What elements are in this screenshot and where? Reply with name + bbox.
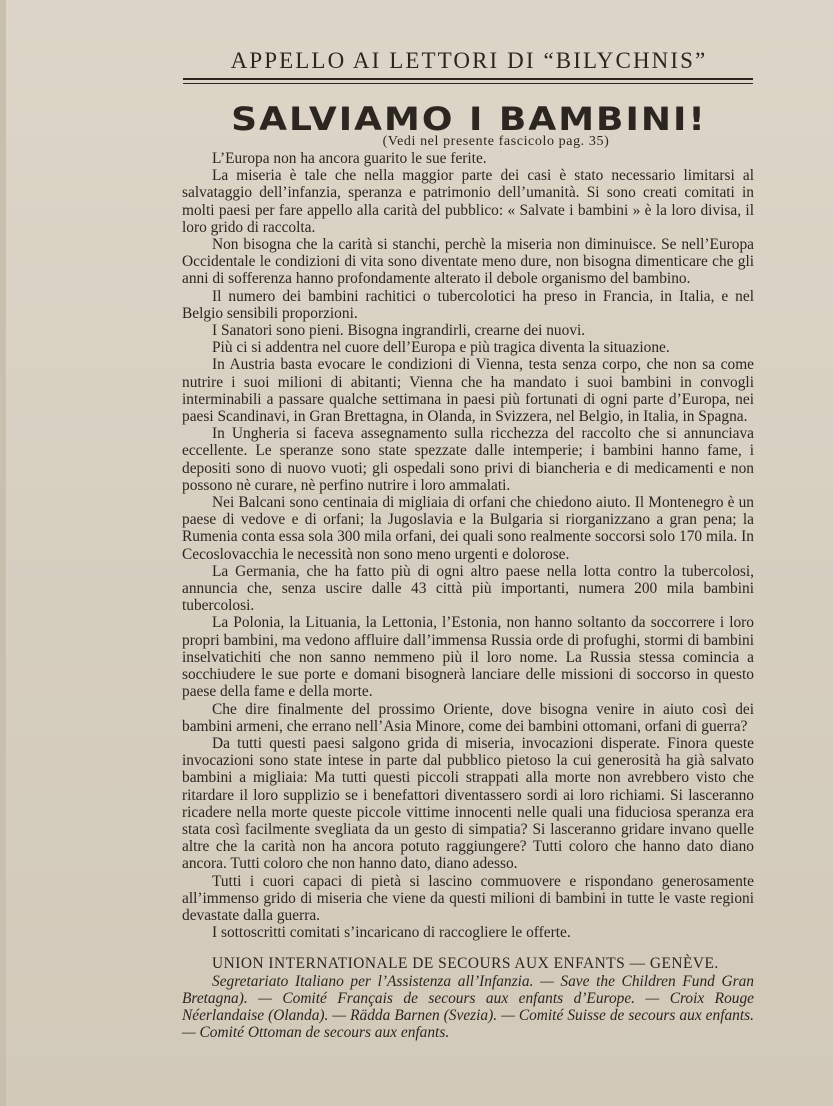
paragraph: Tutti i cuori capaci di pietà si lascino commuovere e rispondano generosamente all’immenso grido di miseria che viene da questi milioni di bambini in tutte le vaste regioni devastate dalla guerra. (182, 872, 754, 924)
page-subtitle: (Vedi nel presente fascicolo pag. 35) (382, 134, 610, 149)
page-title: SALVIAMO I BAMBINI! (231, 101, 707, 138)
paragraph: Più ci si addentra nel cuore dell’Europa e più tragica diventa la situazione. (212, 339, 670, 357)
page-header: APPELLO AI LETTORI DI “BILYCHNIS” (230, 48, 708, 73)
signatory: UNION INTERNATIONALE DE SECOURS AUX ENFANTS — GENÈVE. (212, 955, 719, 973)
paragraph: In Austria basta evocare le condizioni di Vienna, testa senza corpo, che non sa come nutrire i suoi milioni di abitanti; Vienna che ha mandato i suoi bambini in convogli interminabili a passare qualche settimana in paesi più fortunati di ogni parte d’Europa, nei paesi Scandinavi, in Gran Brettagna, in Olanda, in Svizzera, nel Belgio, in Italia, in Spagna. (182, 356, 754, 426)
paragraph: Che dire finalmente del prossimo Oriente, dove bisogna venire in aiuto così dei bambini armeni, che errano nell’Asia Minore, come dei bambini ottomani, orfani di guerra? (182, 700, 754, 735)
paragraph: La Germania, che ha fatto più di ogni altro paese nella lotta contro la tubercolosi, annuncia che, senza uscire dalle 43 città più importanti, numera 200 mila bambini tubercolosi. (182, 562, 754, 615)
committee-list: Segretariato Italiano per l’Assistenza all’Infanzia. — Save the Children Fund Gran Bretagna). — Comité Français de secours aux enfants d’Europe. — Croix Rouge Néerlandaise (Olanda). — Rädda Barnen (Svezia). — Comité Suisse de secours aux enfants. — Comité Ottoman de secours aux enfants. (182, 972, 754, 1042)
paragraph: I sottoscritti comitati s’incaricano di raccogliere le offerte. (212, 924, 571, 942)
paragraph: In Ungheria si faceva assegnamento sulla ricchezza del raccolto che si annunciava eccellente. Le speranze sono state spezzate dalle intemperie; i bambini hanno fame, i depositi sono di nuovo vuoti; gli ospedali sono privi di biancheria e di medicamenti e non possono nè curare, nè perfino nutrire i loro ammalati. (182, 425, 754, 494)
paragraph: L’Europa non ha ancora guarito le sue ferite. (212, 150, 487, 167)
article-body (182, 150, 754, 1041)
paragraph: Non bisogna che la carità si stanchi, perchè la miseria non diminuisce. Se nell’Europa Occidentale le condizioni di vita sono diventate meno dure, non bisogna dimenticare che gli anni di sofferenza hanno profondamente alterato il debole organismo del bambino. (182, 236, 754, 288)
header-rule (183, 78, 753, 84)
paragraph: La miseria è tale che nella maggior parte dei casi è stato necessario limitarsi al salvataggio dell’infanzia, speranza e patrimonio dell’umanità. Si sono creati comitati in molti paesi per fare appello alla carità del pubblico: « Salvate i bambini » è la loro divisa, il loro grido di raccolta. (182, 167, 754, 236)
paragraph: Nei Balcani sono centinaia di migliaia di orfani che chiedono aiuto. Il Montenegro è un paese di vedove e di orfani; la Jugoslavia e la Bulgaria si riorganizzano a gran pena; la Rumenia conta essa sola 300 mila orfani, dei quali sono realmente soccorsi solo 170 mila. In Cecoslovacchia le necessità non sono meno urgenti e dolorose. (182, 494, 754, 563)
paragraph: La Polonia, la Lituania, la Lettonia, l’Estonia, non hanno soltanto da soccorrere i loro propri bambini, ma vedono affluire dall’immensa Russia orde di profughi, stormi di bambini inselvatichiti che non sanno nemmeno più il loro nome. La Russia stessa comincia a socchiudere le sue porte e domani bisognerà lanciare delle missioni di soccorso in questo paese della fame e della morte. (182, 614, 754, 701)
paragraph: I Sanatori sono pieni. Bisogna ingrandirli, crearne dei nuovi. (212, 322, 586, 340)
paragraph: Il numero dei bambini rachitici o tubercolotici ha preso in Francia, in Italia, e nel Belgio sensibili proporzioni. (182, 287, 754, 322)
paragraph: Da tutti questi paesi salgono grida di miseria, invocazioni disperate. Finora queste invocazioni sono state intese in parte dal pubblico pietoso la cui generosità ha già salvato bambini a migliaia: Ma tutti questi piccoli strappati alla morte non avrebbero visto che ritardare il loro supplizio se i benefattori diventassero sordi ai loro richiami. Si lasceranno ricadere nella morte queste piccole vittime innocenti nelle quali una fiduciosa speranza era stata così facilmente svegliata da un gesto di simpatia? Si lasceranno gridare invano quelle altre che la carità non ha ancora potuto raggiungere? Tutti coloro che hanno dato diano ancora. Tutti coloro che non hanno dato, diano adesso. (182, 734, 754, 873)
